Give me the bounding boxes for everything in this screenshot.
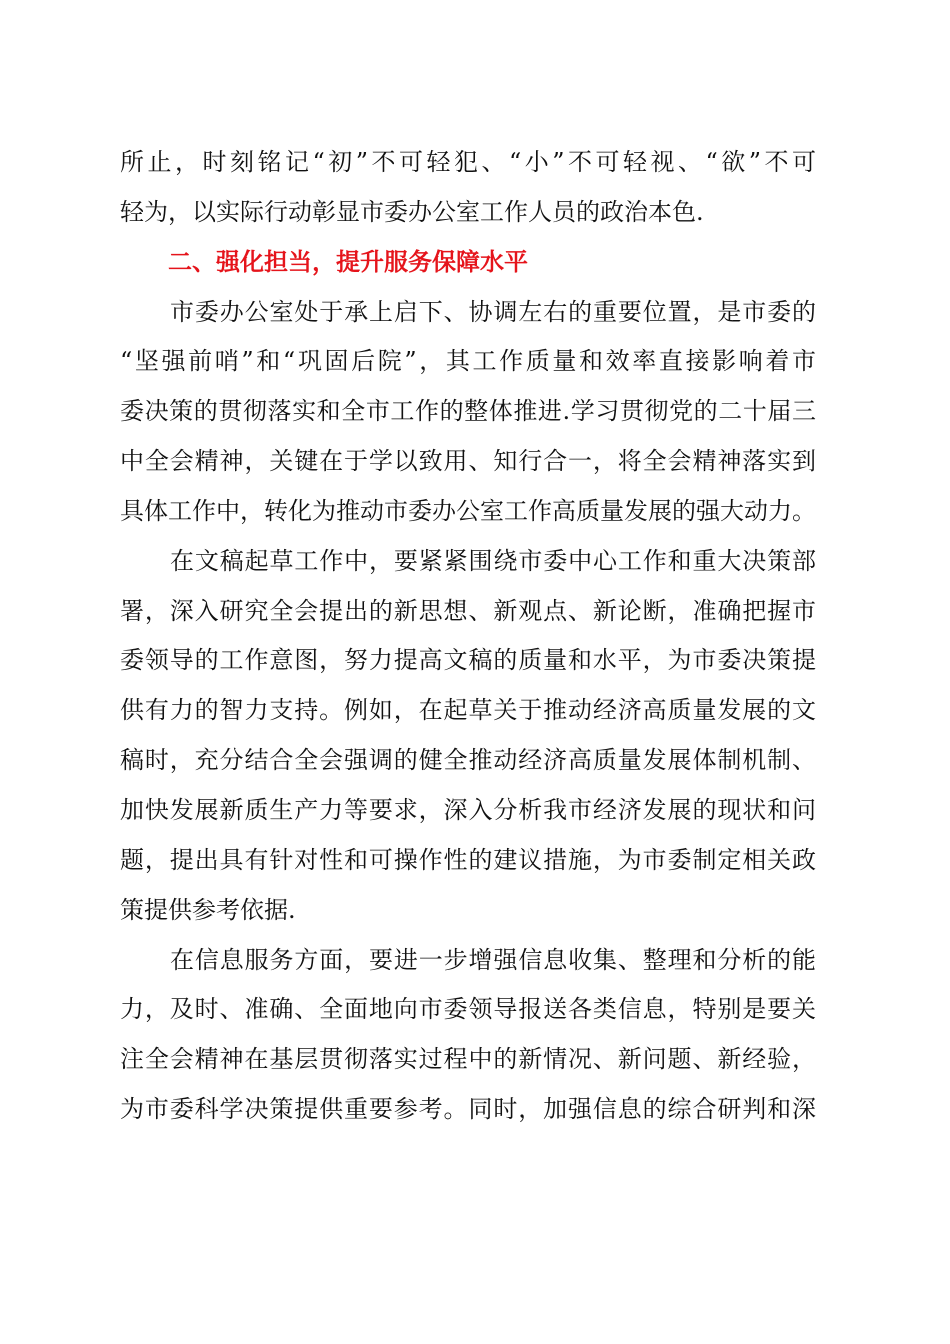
text-line: 具体工作中，转化为推动市委办公室工作高质量发展的强大动力。	[120, 496, 816, 525]
text-line: 署，深入研究全会提出的新思想、新观点、新论断，准确把握市	[120, 596, 816, 625]
paragraph-3	[120, 936, 816, 1135]
text-line: 稿时，充分结合全会强调的健全推动经济高质量发展体制机制、	[120, 746, 816, 775]
paragraph-continued	[120, 138, 816, 238]
paragraph-1	[120, 288, 816, 537]
text-line: 供有力的智力支持。例如，在起草关于推动经济高质量发展的文	[120, 696, 816, 725]
text-line: 轻为，以实际行动彰显市委办公室工作人员的政治本色.	[120, 197, 704, 226]
document-body	[120, 138, 816, 1135]
text-line: 委领导的工作意图，努力提高文稿的质量和水平，为市委决策提	[120, 646, 816, 675]
text-line: 在文稿起草工作中，要紧紧围绕市委中心工作和重大决策部	[170, 546, 816, 575]
text-line: 在信息服务方面，要进一步增强信息收集、整理和分析的能	[170, 945, 816, 974]
section-heading: 二、强化担当，提升服务保障水平	[168, 248, 528, 276]
text-line: 加快发展新质生产力等要求，深入分析我市经济发展的现状和问	[120, 795, 816, 824]
text-line: 所止，时刻铭记“初”不可轻犯、“小”不可轻视、“欲”不可	[120, 148, 816, 176]
text-line: 题，提出具有针对性和可操作性的建议措施，为市委制定相关政	[120, 845, 816, 874]
text-line: 市委办公室处于承上启下、协调左右的重要位置，是市委的	[170, 297, 816, 326]
text-line: 中全会精神，关键在于学以致用、知行合一，将全会精神落实到	[120, 447, 816, 476]
text-line: 策提供参考依据.	[120, 895, 296, 924]
text-line: 为市委科学决策提供重要参考。同时，加强信息的综合研判和深	[120, 1095, 816, 1124]
text-line: 委决策的贯彻落实和全市工作的整体推进.学习贯彻党的二十届三	[120, 397, 816, 426]
text-line: 注全会精神在基层贯彻落实过程中的新情况、新问题、新经验，	[120, 1045, 816, 1074]
text-line: “坚强前哨”和“巩固后院”，其工作质量和效率直接影响着市	[120, 347, 816, 376]
paragraph-2	[120, 537, 816, 936]
text-line: 力，及时、准确、全面地向市委领导报送各类信息，特别是要关	[120, 995, 816, 1024]
